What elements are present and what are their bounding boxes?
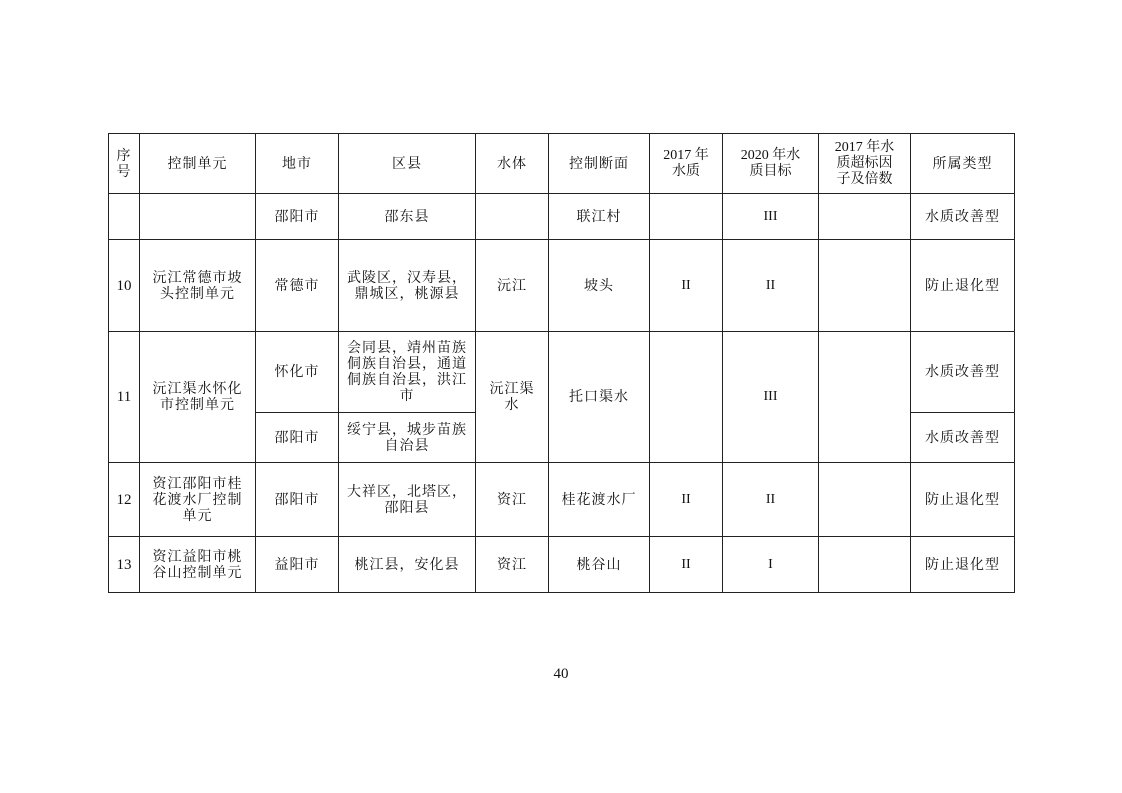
header-seq: 序 号 — [109, 134, 140, 194]
row-county: 武陵区，汉寿县， 鼎城区，桃源县 — [339, 240, 476, 332]
table-row — [109, 240, 1015, 332]
row-q2017: II — [650, 463, 723, 537]
row-q2020: II — [723, 463, 819, 537]
row-city: 邵阳市 — [256, 413, 339, 463]
row-unit: 沅江常德市坡 头控制单元 — [140, 240, 256, 332]
row-unit — [140, 194, 256, 240]
row-section: 桂花渡水厂 — [549, 463, 650, 537]
row-unit: 沅江渠水怀化 市控制单元 — [140, 332, 256, 463]
row-exceed — [819, 240, 911, 332]
row-county: 邵东县 — [339, 194, 476, 240]
header-exceed: 2017 年水 质超标因 子及倍数 — [819, 134, 911, 194]
row-water: 沅江 — [476, 240, 549, 332]
header-q2020: 2020 年水 质目标 — [723, 134, 819, 194]
row-seq: 11 — [109, 332, 140, 463]
row-type: 防止退化型 — [911, 537, 1015, 593]
row-city: 常德市 — [256, 240, 339, 332]
row-q2017: II — [650, 240, 723, 332]
row-county: 会同县，靖州苗族 侗族自治县，通道 侗族自治县，洪江 市 — [339, 332, 476, 413]
row-water: 资江 — [476, 537, 549, 593]
row-section: 托口渠水 — [549, 332, 650, 463]
row-q2020: II — [723, 240, 819, 332]
row-unit: 资江邵阳市桂 花渡水厂控制 单元 — [140, 463, 256, 537]
row-q2017: II — [650, 537, 723, 593]
row-seq — [109, 194, 140, 240]
row-type: 防止退化型 — [911, 240, 1015, 332]
row-water — [476, 194, 549, 240]
table-row — [109, 194, 1015, 240]
row-q2017 — [650, 332, 723, 463]
row-county: 绥宁县，城步苗族 自治县 — [339, 413, 476, 463]
row-city: 邵阳市 — [256, 463, 339, 537]
row-exceed — [819, 194, 911, 240]
row-q2020: I — [723, 537, 819, 593]
header-unit: 控制单元 — [140, 134, 256, 194]
header-water: 水体 — [476, 134, 549, 194]
row-section: 桃谷山 — [549, 537, 650, 593]
row-exceed — [819, 332, 911, 463]
row-section: 坡头 — [549, 240, 650, 332]
header-city: 地市 — [256, 134, 339, 194]
table-row — [109, 463, 1015, 537]
row-unit: 资江益阳市桃 谷山控制单元 — [140, 537, 256, 593]
row-exceed — [819, 463, 911, 537]
header-county: 区县 — [339, 134, 476, 194]
row-water: 资江 — [476, 463, 549, 537]
header-q2017: 2017 年 水质 — [650, 134, 723, 194]
row-exceed — [819, 537, 911, 593]
row-type: 水质改善型 — [911, 332, 1015, 413]
water-quality-table — [108, 133, 1015, 593]
row-city: 益阳市 — [256, 537, 339, 593]
row-type: 水质改善型 — [911, 413, 1015, 463]
row-seq: 13 — [109, 537, 140, 593]
row-city: 邵阳市 — [256, 194, 339, 240]
table-row — [109, 537, 1015, 593]
table-row — [109, 332, 1015, 413]
row-q2017 — [650, 194, 723, 240]
row-seq: 12 — [109, 463, 140, 537]
header-type: 所属类型 — [911, 134, 1015, 194]
row-type: 防止退化型 — [911, 463, 1015, 537]
page-number: 40 — [553, 666, 569, 682]
row-seq: 10 — [109, 240, 140, 332]
row-q2020: III — [723, 194, 819, 240]
row-type: 水质改善型 — [911, 194, 1015, 240]
row-section: 联江村 — [549, 194, 650, 240]
row-city: 怀化市 — [256, 332, 339, 413]
row-county: 桃江县，安化县 — [339, 537, 476, 593]
row-water: 沅江渠 水 — [476, 332, 549, 463]
row-county: 大祥区，北塔区， 邵阳县 — [339, 463, 476, 537]
header-section: 控制断面 — [549, 134, 650, 194]
table-header-row — [109, 134, 1015, 194]
row-q2020: III — [723, 332, 819, 463]
